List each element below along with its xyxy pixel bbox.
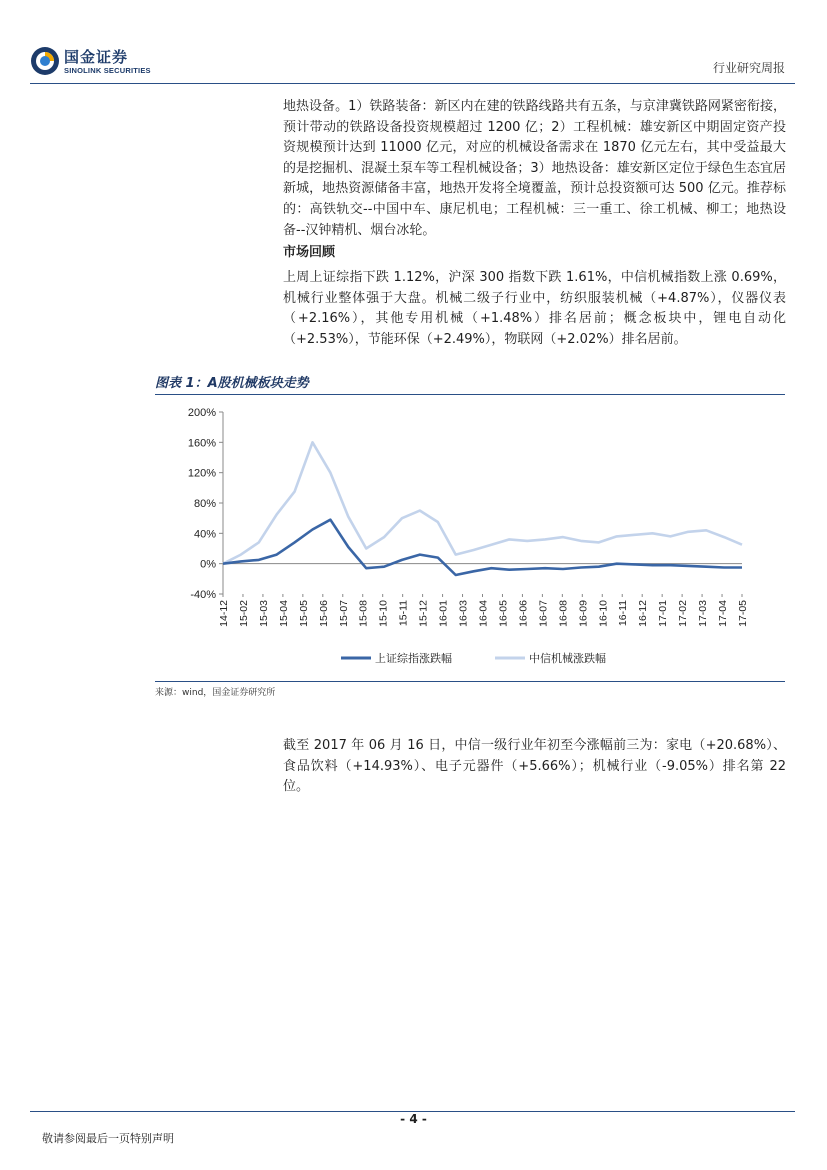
x-tick-label: 15-08 [357,600,370,627]
sector-trend-chart [155,396,785,680]
x-tick-label: 15-05 [297,600,310,627]
x-tick-label: 17-04 [717,600,730,627]
y-tick-label: -40% [190,589,216,601]
x-tick-label: 17-02 [677,600,690,627]
company-logo [30,44,160,80]
y-tick-label: 160% [187,437,216,450]
x-tick-label: 16-11 [617,600,630,627]
x-tick-label: 15-06 [317,600,330,627]
legend-label-citic-machinery: 中信机械涨跌幅 [529,652,606,665]
x-tick-label: 17-05 [737,600,749,627]
x-tick-label: 17-03 [697,600,710,627]
paragraph-market-review: 上周上证综指下跌 1.12%，沪深 300 指数下跌 1.61%，中信机械指数上涨 0.69%，机械行业整体强于大盘。机械二级子行业中，纺织服装机械（+4.87%），仪器仪表（+2.16%），其他专用机械（+1.48%）排名居前；概念板块中，锂电自动化（+2.53%），节能环保（+2.49%），物联网（+2.02%）排名居前。 [283,270,786,347]
x-tick-label: 15-03 [257,600,270,627]
paragraph-ytd-ranking: 截至 2017 年 06 月 16 日，中信一级行业年初至今涨幅前三为：家电（+20.68%）、食品饮料（+14.93%）、电子元器件（+5.66%）；机械行业（-9.05%）排名第 22 位。 [283,738,786,795]
y-tick-label: 40% [193,528,216,541]
x-tick-label: 15-04 [277,600,290,627]
section-heading-market-review: 市场回顾 [283,245,336,260]
logo-mark-icon [30,46,60,76]
x-tick-label: 16-08 [557,600,570,627]
figure-bottom-divider [155,681,785,682]
x-tick-label: 15-02 [237,600,250,627]
x-tick-label: 16-12 [637,600,650,627]
header-divider [30,83,795,84]
series-line-citic-machinery [223,442,742,563]
footer-disclaimer: 敬请参阅最后一页特别声明 [42,1132,174,1145]
y-tick-label: 200% [187,407,216,419]
x-tick-label: 16-01 [437,600,450,627]
x-tick-label: 15-10 [377,600,390,627]
x-tick-label: 15-12 [417,600,430,627]
x-tick-label: 15-07 [337,600,350,627]
figure-source: 来源：wind，国金证券研究所 [155,688,276,698]
x-tick-label: 17-01 [657,600,670,627]
y-tick-label: 120% [187,467,216,480]
figure-title: 图表 1：A股机械板块走势 [155,376,309,391]
x-tick-label: 16-05 [497,600,510,627]
paragraph-geothermal: 地热设备。1）铁路装备：新区内在建的铁路线路共有五条，与京津冀铁路网紧密衔接，预计带动的铁路设备投资规模超过 1200 亿；2）工程机械：雄安新区中期固定资产投资规模预计达到 11000 亿元，对应的机械设备需求在 1870 亿元左右，其中受益最大的是挖掘机、混凝土泵车等工程机械设备；3）地热设备：雄安新区定位于绿色生态宜居新城，地热资源储备丰富，地热开发将全境覆盖，预计总投资额可达 500 亿元。推荐标的：高铁轨交--中国中车、康尼机电；工程机械：三一重工、徐工机械、柳工；地热设备--汉钟精机、烟台冰轮。 [283,99,786,238]
x-tick-label: 16-07 [537,600,550,627]
y-tick-label: 80% [193,498,216,510]
x-tick-label: 15-11 [397,600,410,627]
figure-top-divider [155,394,785,395]
x-tick-label: 16-09 [577,600,590,627]
legend-label-sse-composite: 上证综指涨跌幅 [375,652,452,665]
x-tick-label: 16-06 [517,600,530,627]
y-tick-label: 0% [200,558,216,571]
page-number: - 4 - [400,1112,427,1126]
x-tick-label: 16-04 [477,600,490,627]
report-type: 行业研究周报 [712,61,785,75]
x-tick-label: 14-12 [218,600,230,627]
x-tick-label: 16-03 [457,600,470,627]
logo-text-cn: 国金证券 [64,48,129,66]
logo-text-en: SINOLINK SECURITIES [64,66,151,75]
x-tick-label: 16-10 [597,600,610,627]
